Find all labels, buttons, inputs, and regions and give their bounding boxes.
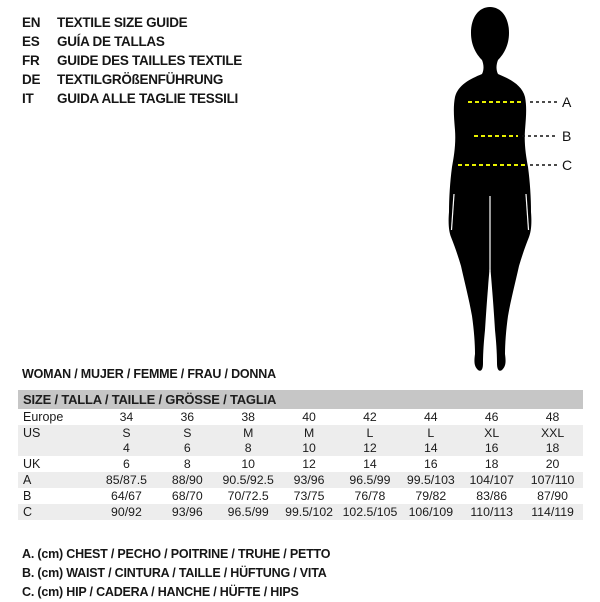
size-cell: 87/90 — [537, 488, 568, 503]
size-table — [18, 390, 583, 520]
language-title: GUIDE DES TAILLES TEXTILE — [57, 53, 243, 68]
language-row-de — [22, 70, 242, 89]
table-row-hip — [18, 504, 583, 520]
language-title: GUÍA DE TALLAS — [57, 34, 165, 49]
size-cell: L — [427, 425, 435, 440]
language-row-it — [22, 89, 242, 108]
size-cell: 96.5/99 — [227, 504, 269, 519]
size-table-header: SIZE / TALLA / TAILLE / GRÖSSE / TAGLIA — [18, 390, 583, 409]
table-row-waist — [18, 488, 583, 504]
row-label: Europe — [23, 409, 64, 424]
size-cell: 93/96 — [171, 504, 203, 519]
table-row-us — [18, 425, 583, 441]
size-cell: 106/109 — [408, 504, 454, 519]
size-cell: 110/113 — [470, 504, 513, 519]
size-cell: 46 — [484, 409, 499, 424]
size-cell: L — [366, 425, 374, 440]
size-cell: 99.5/103 — [406, 473, 455, 488]
size-cell: 12 — [363, 441, 377, 456]
language-code: FR — [22, 53, 40, 68]
size-cell: XL — [484, 425, 500, 440]
language-code: ES — [22, 34, 40, 49]
size-cell: 76/78 — [354, 488, 386, 503]
language-code: IT — [22, 91, 34, 106]
size-cell: XXL — [540, 425, 565, 440]
size-cell: 70/72.5 — [227, 488, 269, 503]
row-label — [18, 441, 96, 457]
size-cell: M — [243, 425, 254, 440]
language-title: GUIDA ALLE TAGLIE TESSILI — [57, 91, 238, 106]
size-cell: 83/86 — [476, 488, 508, 503]
size-cell: 64/67 — [111, 488, 142, 503]
size-cell: 38 — [241, 409, 256, 424]
woman-silhouette-icon — [400, 0, 600, 380]
measurement-legend — [22, 545, 330, 602]
table-row-us-numeric — [18, 441, 583, 457]
marker-label-b: B — [562, 128, 572, 144]
size-cell: 114/119 — [531, 504, 574, 519]
table-row-chest — [18, 472, 583, 488]
size-cell: 44 — [423, 409, 438, 424]
size-cell: 10 — [241, 457, 256, 472]
language-code: DE — [22, 72, 41, 87]
measurement-figure — [400, 0, 600, 380]
size-cell: 20 — [545, 457, 560, 472]
size-cell: 93/96 — [293, 473, 325, 488]
language-row-es — [22, 32, 242, 51]
size-cell: 68/70 — [171, 488, 203, 503]
language-title: TEXTILE SIZE GUIDE — [57, 15, 188, 30]
size-cell: S — [122, 425, 131, 440]
size-cell: 79/82 — [415, 488, 447, 503]
size-cell: 90/92 — [111, 504, 142, 519]
size-table-grid — [18, 409, 583, 520]
size-cell: 10 — [302, 441, 316, 456]
size-cell: S — [183, 425, 192, 440]
size-cell: 107/110 — [530, 473, 575, 488]
legend-hip: C. (cm) HIP / CADERA / HANCHE / HÜFTE / HIPS — [22, 585, 299, 599]
size-cell: 48 — [545, 409, 560, 424]
table-row-uk — [18, 456, 583, 472]
table-row-europe — [18, 409, 583, 425]
size-cell: 36 — [180, 409, 195, 424]
size-cell: 85/87.5 — [105, 473, 147, 488]
size-cell: 18 — [545, 441, 560, 456]
size-cell: 42 — [363, 409, 377, 424]
language-row-fr — [22, 51, 242, 70]
size-cell: 73/75 — [293, 488, 325, 503]
size-cell: 6 — [123, 457, 130, 472]
size-cell: 14 — [423, 441, 438, 456]
marker-label-a: A — [562, 94, 572, 110]
row-label: US — [23, 425, 41, 440]
size-cell: 8 — [244, 441, 252, 456]
size-cell: 90.5/92.5 — [222, 473, 274, 488]
size-cell: 8 — [183, 457, 191, 472]
language-code: EN — [22, 15, 41, 30]
size-cell: 12 — [302, 457, 316, 472]
size-cell: 14 — [363, 457, 377, 472]
row-label: C — [23, 504, 33, 519]
size-cell: 88/90 — [171, 473, 203, 488]
group-title: WOMAN / MUJER / FEMME / FRAU / DONNA — [22, 367, 276, 381]
size-cell: 99.5/102 — [285, 504, 333, 519]
size-cell: 102.5/105 — [342, 504, 398, 519]
size-cell: 16 — [423, 457, 438, 472]
language-row-en — [22, 13, 242, 32]
marker-label-c: C — [562, 157, 573, 173]
language-list — [22, 13, 242, 108]
size-cell: M — [303, 425, 315, 440]
size-cell: 104/107 — [469, 473, 514, 488]
size-cell: 40 — [302, 409, 316, 424]
size-cell: 18 — [484, 457, 499, 472]
size-cell: 6 — [183, 441, 191, 456]
size-cell: 96.5/99 — [349, 473, 391, 488]
row-label: B — [23, 488, 32, 503]
row-label: A — [23, 473, 32, 488]
legend-waist: B. (cm) WAIST / CINTURA / TAILLE / HÜFTUNG / VITA — [22, 566, 327, 580]
size-cell: 16 — [484, 441, 499, 456]
legend-chest: A. (cm) CHEST / PECHO / POITRINE / TRUHE / PETTO — [22, 547, 331, 561]
row-label: UK — [23, 457, 41, 472]
size-cell: 34 — [119, 409, 134, 424]
language-title: TEXTILGRÖßENFÜHRUNG — [57, 72, 224, 87]
size-cell: 4 — [123, 441, 130, 456]
